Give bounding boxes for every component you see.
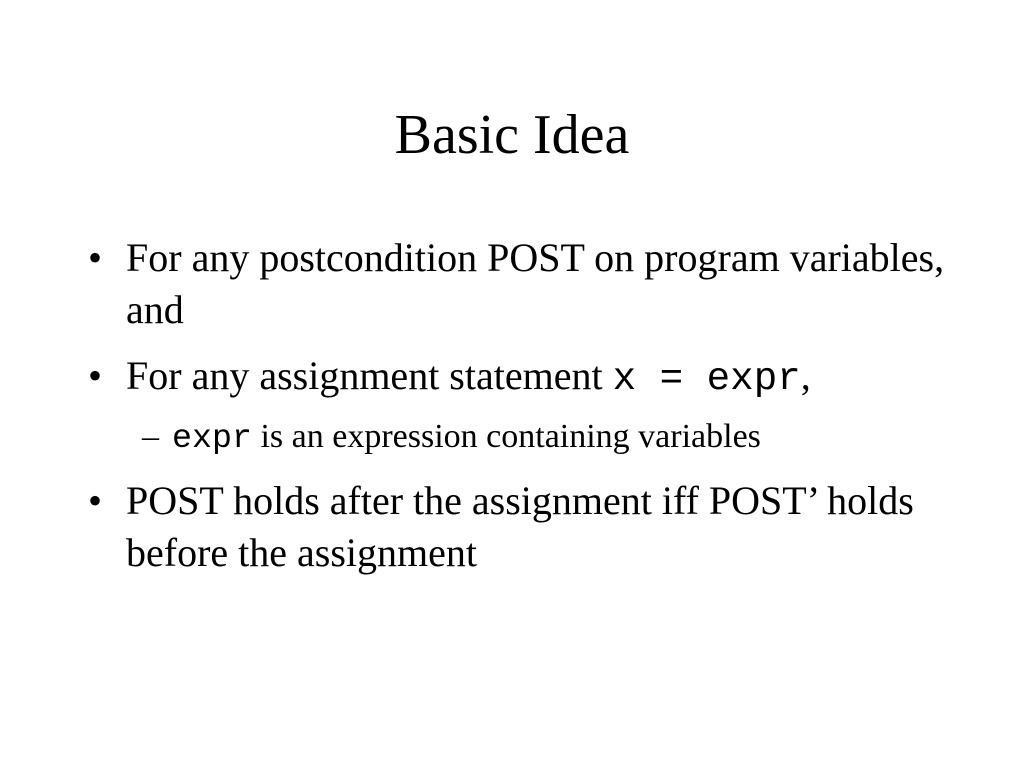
bullet-item — [88, 232, 948, 336]
bullet-item — [88, 475, 948, 579]
bullet-text: For any postcondition POST on program variables, and — [126, 235, 945, 332]
bullet-text-suffix: , — [800, 353, 811, 398]
bullet-item — [88, 350, 948, 405]
bullet-marker: • — [88, 235, 103, 280]
sub-bullet-marker: – — [142, 418, 159, 455]
bullet-text-prefix: For any assignment statement — [126, 353, 613, 398]
bullet-marker: • — [88, 478, 103, 523]
slide-title: Basic Idea — [394, 104, 630, 166]
code-snippet: expr — [172, 420, 252, 458]
bullet-marker: • — [88, 353, 103, 398]
bullet-text — [126, 350, 948, 405]
sub-bullet-text: is an expression containing variables — [251, 418, 761, 455]
sub-bullet-item — [142, 417, 962, 459]
bullet-text: POST holds after the assignment iff POST’ holds before the assignment — [126, 478, 914, 575]
code-snippet: x = expr — [612, 356, 801, 401]
